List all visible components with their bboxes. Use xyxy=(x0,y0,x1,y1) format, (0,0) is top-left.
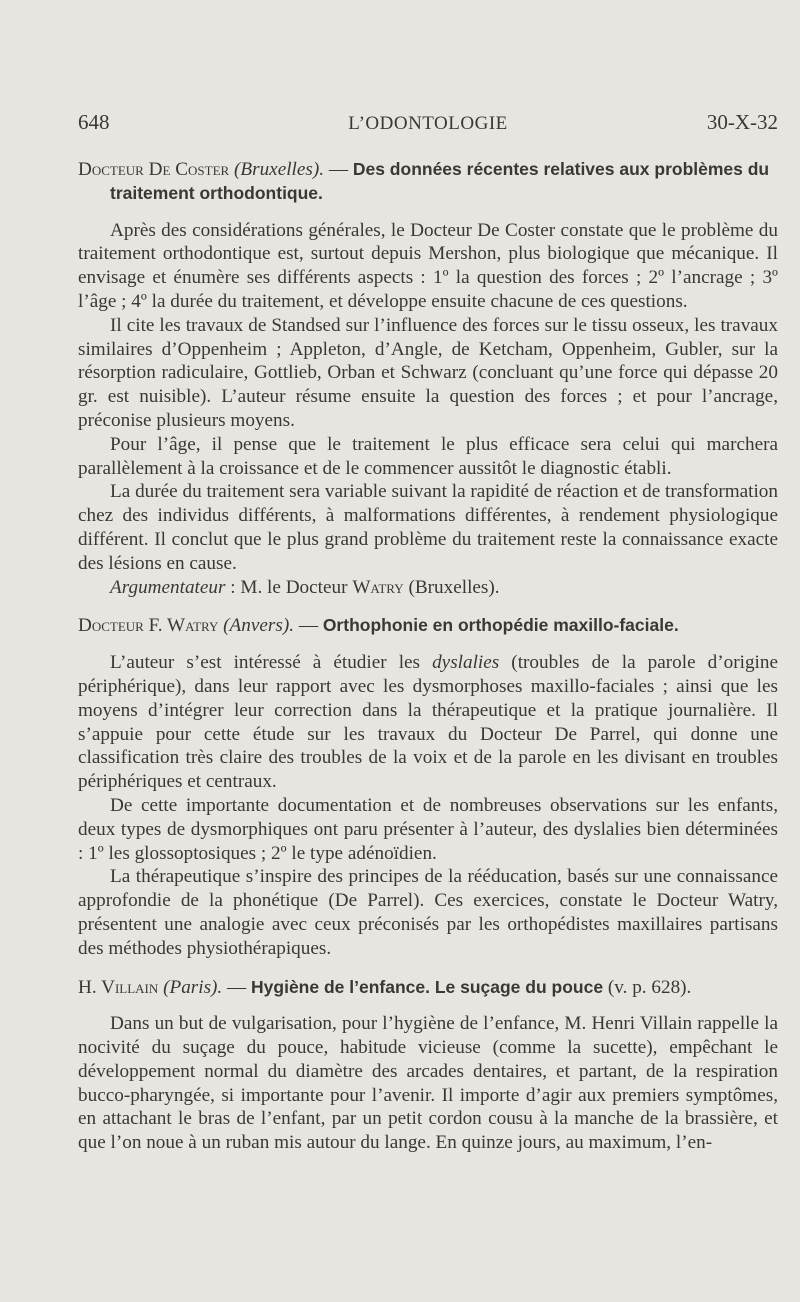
entry-location: (Bruxelles). xyxy=(234,159,325,180)
discussant-line xyxy=(78,576,778,600)
entry-dash: — xyxy=(298,615,319,637)
entry-reference: (v. p. 628). xyxy=(603,976,692,998)
running-head xyxy=(78,110,778,140)
paragraph: Pour l’âge, il pense que le traitement le plus efficace sera celui qui marchera parallèlement à la croissance et de le commencer aussitôt le diagnostic établi. xyxy=(78,433,778,479)
paragraph: De cette importante documentation et de nombreuses observations sur les enfants, deux types de dysmorphiques ont paru présenter à l’auteur, des dyslalies bien déterminées : 1º les glossoptosiques ; 2º le type adénoïdien. xyxy=(78,794,778,864)
entry-dash: — xyxy=(227,976,247,998)
entry-author: Docteur De Coster xyxy=(78,159,230,180)
entry-location: (Paris). xyxy=(163,976,223,998)
entry-location: (Anvers). xyxy=(223,615,295,637)
paragraph: La durée du traitement sera variable suivant la rapidité de réaction et de transformation chez des individus différents, à malformations différentes, à rendement physiologique différent. Il conclut que le plus grand problème du traitement reste la connaissance exacte des lésions en cause. xyxy=(78,481,778,574)
paragraph: Il cite les travaux de Standsed sur l’influence des forces sur le tissu osseux, les travaux similaires d’Oppenheim ; Appleton, d’Angle, de Ketcham, Oppenheim, Gubler, sur la résorption radiculaire, Gottlieb, Orban et Schwarz (concluant qu’une force qui dépasse 20 gr. est nuisible). L’auteur résume ensuite la question des forces ; et pour l’ancrage, préconise plusieurs moyens. xyxy=(78,314,778,431)
discussant-place: (Bruxelles). xyxy=(403,576,500,598)
entry-title: Des données récentes relatives aux problèmes du traitement orthodontique. xyxy=(110,159,770,203)
journal-title: L’ODONTOLOGIE xyxy=(348,113,508,134)
discussant-prefix: M. le Docteur xyxy=(240,576,353,598)
entry-heading-de-coster xyxy=(78,158,778,206)
entry-author: Docteur F. Watry xyxy=(78,615,219,637)
entry-dash: — xyxy=(328,159,349,180)
paragraph: Dans un but de vulgarisation, pour l’hygiène de l’enfance, M. Henri Villain rappelle la nocivité du suçage du pouce, habitude vicieuse (comme la sucette), empêchant le développement normal du diamètre des arcades dentaires, et partant, de la respiration bucco-pharyngée, si importante pour l’avenir. Il importe d’agir aux premiers symptômes, en attachant le bras de l’enfant, par un petit cordon cousu à la manche de la brassière, et que l’on noue à un ruban mis autour du lange. En quinze jours, au maximum, l’en- xyxy=(78,1013,778,1154)
entry-title: Orthophonie en orthopédie maxillo-faciale. xyxy=(322,615,679,636)
discussant-label: Argumentateur xyxy=(110,576,226,598)
paragraph-text: (troubles de la parole d’origine périphérique), dans leur rapport avec les dysmorphoses maxillo-faciales ; ainsi que les moyens d’intégrer leur correction dans la thérapeutique et la pratique journalière. Il s’appuie pour cette étude sur les travaux du Docteur De Parrel, qui donne une classification très claire des troubles de la voix et de la parole en les divisant en troubles périphériques et centraux. xyxy=(78,652,778,793)
paragraph xyxy=(78,651,778,794)
entry-heading-villain xyxy=(78,976,778,1000)
page-number: 648 xyxy=(78,110,110,134)
discussant-name: Watry xyxy=(352,576,404,598)
article-body xyxy=(78,158,778,1155)
paragraph: La thérapeutique s’inspire des principes de la rééducation, basés sur une connaissance approfondie de la phonétique (De Parrel). Ces exercices, constate le Docteur Watry, présentent une analogie avec ceux préconisés par les orthopédistes maxillaires partisans des méthodes physiothérapiques. xyxy=(78,866,778,959)
entry-title: Hygiène de l’enfance. Le suçage du pouce xyxy=(251,976,604,997)
issue-date: 30-X-32 xyxy=(706,110,778,134)
entry-author: H. Villain xyxy=(78,976,159,998)
discussant-sep: : xyxy=(225,576,241,598)
paragraph-italic-term: dyslalies xyxy=(432,652,500,674)
paragraph: Après des considérations générales, le Docteur De Coster constate que le problème du traitement orthodontique est, surtout depuis Mershon, plus biologique que mécanique. Il envisage et énumère ses différents aspects : 1º la question des forces ; 2º l’ancrage ; 3º l’âge ; 4º la durée du traitement, et développe ensuite chacune de ces questions. xyxy=(78,219,778,312)
entry-heading-watry xyxy=(78,614,778,638)
paragraph-text: L’auteur s’est intéressé à étudier les xyxy=(110,652,433,674)
